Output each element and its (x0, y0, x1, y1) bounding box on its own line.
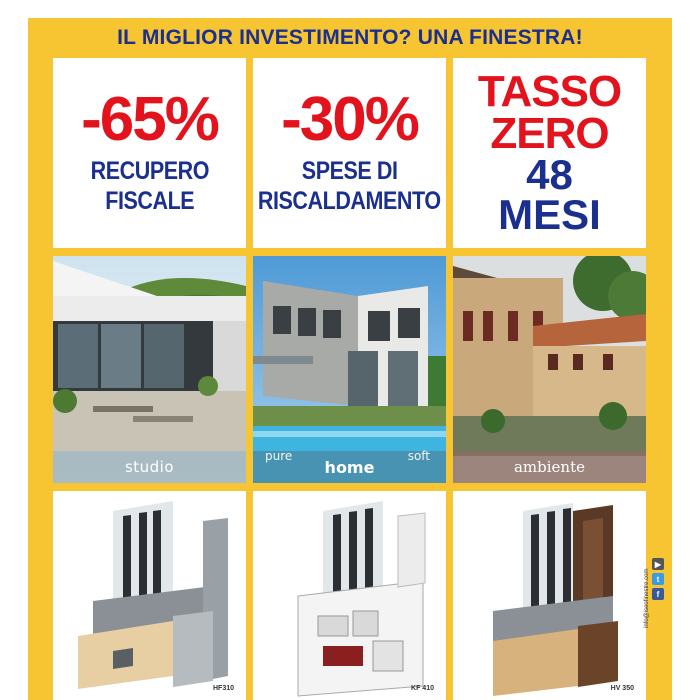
promo-zero: ZERO (490, 109, 609, 158)
twitter-icon[interactable]: t (652, 573, 664, 585)
promo-line: FISCALE (105, 187, 194, 215)
poster (28, 18, 672, 700)
stone-house-illustration (453, 256, 646, 483)
email-link[interactable]: info@iseofinestre.com (644, 568, 650, 628)
promo-48: 48 (526, 151, 573, 198)
photo-ambiente (453, 256, 646, 483)
profile-kf410 (253, 491, 446, 700)
caption-studio: studio (53, 451, 246, 483)
promo-line: SPESE DI (301, 157, 398, 185)
profile-hv350 (453, 491, 646, 700)
window-profile-wood-aluminium (53, 491, 246, 700)
headline: IL MIGLIOR INVESTIMENTO? UNA FINESTRA! (117, 26, 583, 49)
caption-home-label: home (324, 457, 375, 477)
promo-mesi: MESI (498, 191, 601, 238)
promo-line: RISCALDAMENTO (258, 187, 441, 215)
photo-home (253, 256, 446, 483)
facebook-icon[interactable]: f (652, 588, 664, 600)
caption-ambiente: ambiente (453, 451, 646, 483)
youtube-icon[interactable]: ▶ (652, 558, 664, 570)
modern-house-illustration (53, 256, 246, 483)
social-icons (652, 558, 666, 600)
profile-hf310 (53, 491, 246, 700)
promo-line: RECUPERO (90, 157, 209, 185)
promo-percent: -30% (281, 85, 418, 154)
caption-soft: soft (407, 449, 430, 463)
promo-tasso: TASSO (477, 67, 622, 116)
profile-code: HV 350 (610, 685, 634, 692)
promo-recupero-fiscale (53, 58, 246, 248)
profile-code: KF 410 (411, 685, 434, 692)
window-profile-pvc (253, 491, 446, 700)
photo-studio (53, 256, 246, 483)
caption-pure: pure (265, 449, 293, 463)
promo-spese-riscaldamento (253, 58, 446, 248)
caption-home (253, 451, 446, 483)
window-profile-wood (453, 491, 646, 700)
profile-code: HF310 (212, 685, 234, 692)
promo-tasso-zero (453, 58, 646, 248)
promo-percent: -65% (81, 85, 218, 154)
